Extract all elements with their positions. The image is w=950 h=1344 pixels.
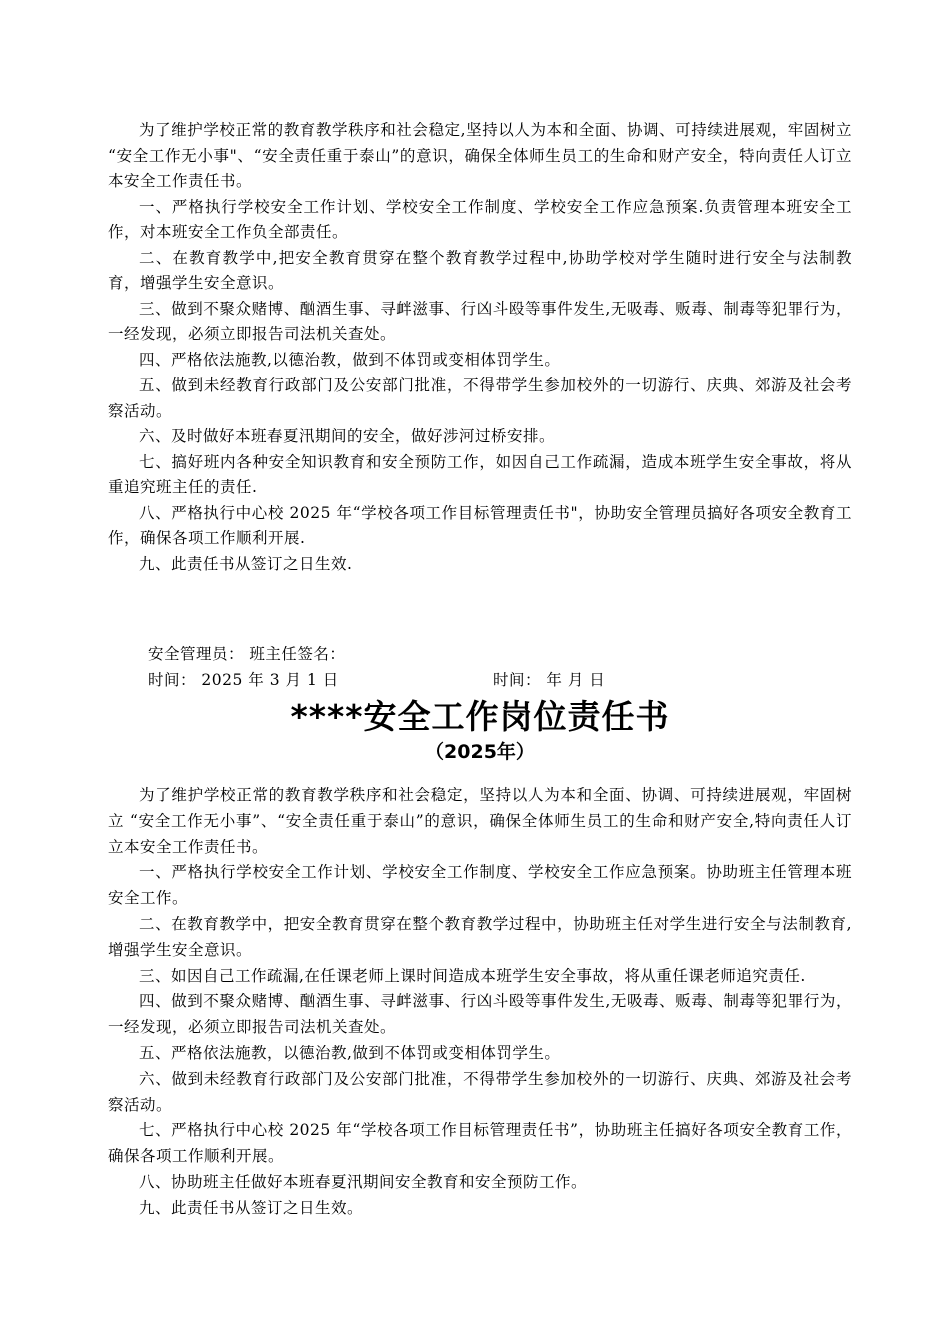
- paragraph-intro: 为了维护学校正常的教育教学秩序和社会稳定，坚持以人为本和全面、协调、可持续进展观，牢固树立 “安全工作无小事”、“安全责任重于泰山”的意识，确保全体师生员工的生命和财产安全,特向责任人订立本安全工作责任书。: [108, 786, 852, 856]
- paragraph-item-3: 三、做到不聚众赌博、酗酒生事、寻衅滋事、行凶斗殴等事件发生,无吸毒、贩毒、制毒等犯罪行为，一经发现，必须立即报告司法机关查处。: [108, 299, 852, 343]
- paragraph-item-5: 五、严格依法施教，以德治教,做到不体罚或变相体罚学生。: [139, 1043, 561, 1062]
- document-title: ****安全工作岗位责任书: [290, 697, 670, 736]
- document-page: [108, 118, 852, 1222]
- paragraph-item-7: 七、搞好班内各种安全知识教育和安全预防工作，如因自己工作疏漏，造成本班学生安全事故，将从重追究班主任的责任.: [108, 452, 852, 496]
- paragraph-item-6: 六、做到未经教育行政部门及公安部门批准，不得带学生参加校外的一切游行、庆典、郊游及社会考察活动。: [108, 1069, 852, 1114]
- signature-time-left: 时间： 2025 年 3 月 1 日: [148, 671, 339, 689]
- paragraph-item-2: 二、在教育教学中，把安全教育贯穿在整个教育教学过程中，协助班主任对学生进行安全与法制教育,增强学生安全意识。: [108, 914, 852, 959]
- paragraph-item-6: 六、及时做好本班春夏汛期间的安全，做好涉河过桥安排。: [139, 427, 556, 445]
- paragraph-item-4: 四、做到不聚众赌博、酗酒生事、寻衅滋事、行凶斗殴等事件发生,无吸毒、贩毒、制毒等犯罪行为，一经发现，必须立即报告司法机关查处。: [108, 992, 852, 1037]
- signature-time-right: 时间： 年 月 日: [493, 671, 606, 689]
- paragraph-item-7: 七、严格执行中心校 2025 年“学校各项工作目标管理责任书”，协助班主任搞好各项安全教育工作，确保各项工作顺利开展。: [108, 1121, 852, 1166]
- paragraph-item-8: 八、协助班主任做好本班春夏汛期间安全教育和安全预防工作。: [139, 1172, 588, 1191]
- paragraph-item-3: 三、如因自己工作疏漏,在任课老师上课时间造成本班学生安全事故，将从重任课老师追究责任.: [139, 966, 806, 985]
- paragraph-item-1: 一、严格执行学校安全工作计划、学校安全工作制度、学校安全工作应急预案.负责管理本班安全工作，对本班安全工作负全部责任。: [108, 197, 852, 241]
- paragraph-item-9: 九、此责任书从签订之日生效。: [139, 1198, 364, 1217]
- section-2: [108, 783, 852, 1222]
- spacer: [108, 577, 852, 641]
- paragraph-item-5: 五、做到未经教育行政部门及公安部门批准，不得带学生参加校外的一切游行、庆典、郊游及社会考察活动。: [108, 376, 852, 420]
- paragraph-item-2: 二、在教育教学中,把安全教育贯穿在整个教育教学过程中,协助学校对学生随时进行安全与法制教育，增强学生安全意识。: [108, 248, 852, 292]
- document-subtitle: （2025年）: [425, 741, 535, 763]
- paragraph-item-1: 一、严格执行学校安全工作计划、学校安全工作制度、学校安全工作应急预案。协助班主任管理本班安全工作。: [108, 863, 852, 908]
- section-1: [108, 118, 852, 577]
- paragraph-item-4: 四、严格依法施教,以德治教，做到不体罚或变相体罚学生。: [139, 350, 561, 369]
- signature-time-row: [108, 667, 852, 693]
- paragraph-item-9: 九、此责任书从签订之日生效.: [139, 554, 353, 573]
- signature-line: 安全管理员： 班主任签名：: [148, 645, 346, 663]
- paragraph-intro: 为了维护学校正常的教育教学秩序和社会稳定,坚持以人为本和全面、协调、可持续进展观，牢固树立 “安全工作无小事"、“安全责任重于泰山”的意识，确保全体师生员工的生命和财产安全，特向责任人订立本安全工作责任书。: [108, 121, 852, 190]
- paragraph-item-8: 八、严格执行中心校 2025 年“学校各项工作目标管理责任书"，协助安全管理员搞好各项安全教育工作，确保各项工作顺利开展.: [108, 503, 852, 547]
- signature-block: [108, 641, 852, 693]
